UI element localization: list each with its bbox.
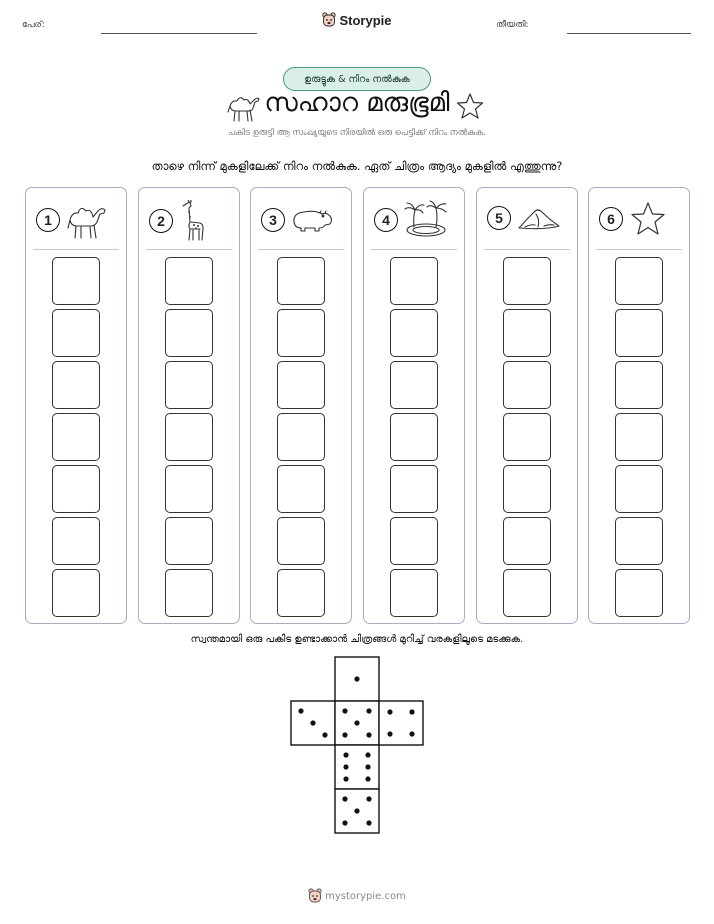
footer-url[interactable]: mystorypie.com <box>325 890 406 902</box>
color-box[interactable] <box>52 257 100 305</box>
column-5 <box>476 187 578 624</box>
color-box[interactable] <box>165 361 213 409</box>
color-box[interactable] <box>503 309 551 357</box>
column-6 <box>588 187 690 624</box>
activity-badge: ഉരുട്ടുക & നിറം നൽകുക <box>283 67 431 91</box>
storypie-bear-icon <box>322 12 336 28</box>
brand-name: Storypie <box>339 12 392 28</box>
color-box[interactable] <box>277 465 325 513</box>
die-face-5 <box>335 701 379 745</box>
name-label: പേര്: <box>22 20 45 30</box>
color-box[interactable] <box>390 465 438 513</box>
color-box[interactable] <box>165 309 213 357</box>
color-box[interactable] <box>390 257 438 305</box>
color-box[interactable] <box>52 465 100 513</box>
subtitle: പകിട ഉരുട്ടി ആ സംഖ്യയുടെ നിരയിൽ ഒരു പെട്ടിക്ക് നിറം നൽകുക. <box>228 128 486 138</box>
die-face-1 <box>335 657 379 701</box>
column-number: 5 <box>487 206 511 230</box>
column-number: 1 <box>36 208 60 232</box>
color-box[interactable] <box>615 361 663 409</box>
color-box[interactable] <box>615 413 663 461</box>
color-box[interactable] <box>390 517 438 565</box>
brand-logo <box>0 12 714 31</box>
color-box[interactable] <box>52 361 100 409</box>
color-box[interactable] <box>615 517 663 565</box>
color-box[interactable] <box>503 465 551 513</box>
color-box[interactable] <box>165 413 213 461</box>
color-box[interactable] <box>165 465 213 513</box>
color-box[interactable] <box>503 257 551 305</box>
color-box[interactable] <box>165 517 213 565</box>
giraffe-icon <box>178 200 208 242</box>
color-box[interactable] <box>390 569 438 617</box>
fold-instruction: സ്വന്തമായി ഒരു പകിട ഉണ്ടാക്കാൻ ചിത്രങ്ങൾ മുറിച്ച് വരകളിലൂടെ മടക്കുക. <box>190 634 524 645</box>
color-box[interactable] <box>52 517 100 565</box>
color-box[interactable] <box>277 257 325 305</box>
star-icon <box>628 200 668 238</box>
column-4 <box>363 187 465 624</box>
hippo-icon <box>290 200 334 240</box>
footer <box>0 888 714 907</box>
sand-dune-icon <box>516 200 562 236</box>
name-line <box>101 33 257 34</box>
column-1 <box>25 187 127 624</box>
column-number: 2 <box>149 209 173 233</box>
date-line <box>567 33 691 34</box>
color-box[interactable] <box>615 309 663 357</box>
die-face-5b <box>335 789 379 833</box>
date-label: തീയതി: <box>496 20 529 30</box>
die-face-3 <box>291 701 335 745</box>
die-face-4 <box>379 701 423 745</box>
color-box[interactable] <box>277 309 325 357</box>
color-box[interactable] <box>615 257 663 305</box>
column-number: 6 <box>599 207 623 231</box>
color-box[interactable] <box>390 361 438 409</box>
color-box[interactable] <box>52 413 100 461</box>
color-box[interactable] <box>615 569 663 617</box>
color-box[interactable] <box>277 413 325 461</box>
color-box[interactable] <box>503 361 551 409</box>
die-face-6 <box>335 745 379 789</box>
color-box[interactable] <box>165 569 213 617</box>
star-icon <box>455 92 485 120</box>
color-box[interactable] <box>277 569 325 617</box>
color-box[interactable] <box>277 361 325 409</box>
column-number: 3 <box>261 208 285 232</box>
column-number: 4 <box>374 208 398 232</box>
color-box[interactable] <box>52 309 100 357</box>
storypie-bear-icon <box>308 888 322 904</box>
color-box[interactable] <box>503 569 551 617</box>
color-box[interactable] <box>52 569 100 617</box>
column-3 <box>250 187 352 624</box>
color-box[interactable] <box>503 517 551 565</box>
color-box[interactable] <box>390 413 438 461</box>
oasis-icon <box>403 200 449 240</box>
color-box[interactable] <box>390 309 438 357</box>
color-box[interactable] <box>615 465 663 513</box>
color-box[interactable] <box>277 517 325 565</box>
camel-icon <box>65 200 109 240</box>
instruction-text: താഴെ നിന്ന് മുകളിലേക്ക് നിറം നൽകുക. ഏത് ചിത്രം ആദ്യം മുകളിൽ എത്തുന്നു? <box>151 159 563 173</box>
page-title: സഹാറ മരുഭൂമി <box>264 88 450 118</box>
color-box[interactable] <box>503 413 551 461</box>
color-box[interactable] <box>165 257 213 305</box>
column-2 <box>138 187 240 624</box>
